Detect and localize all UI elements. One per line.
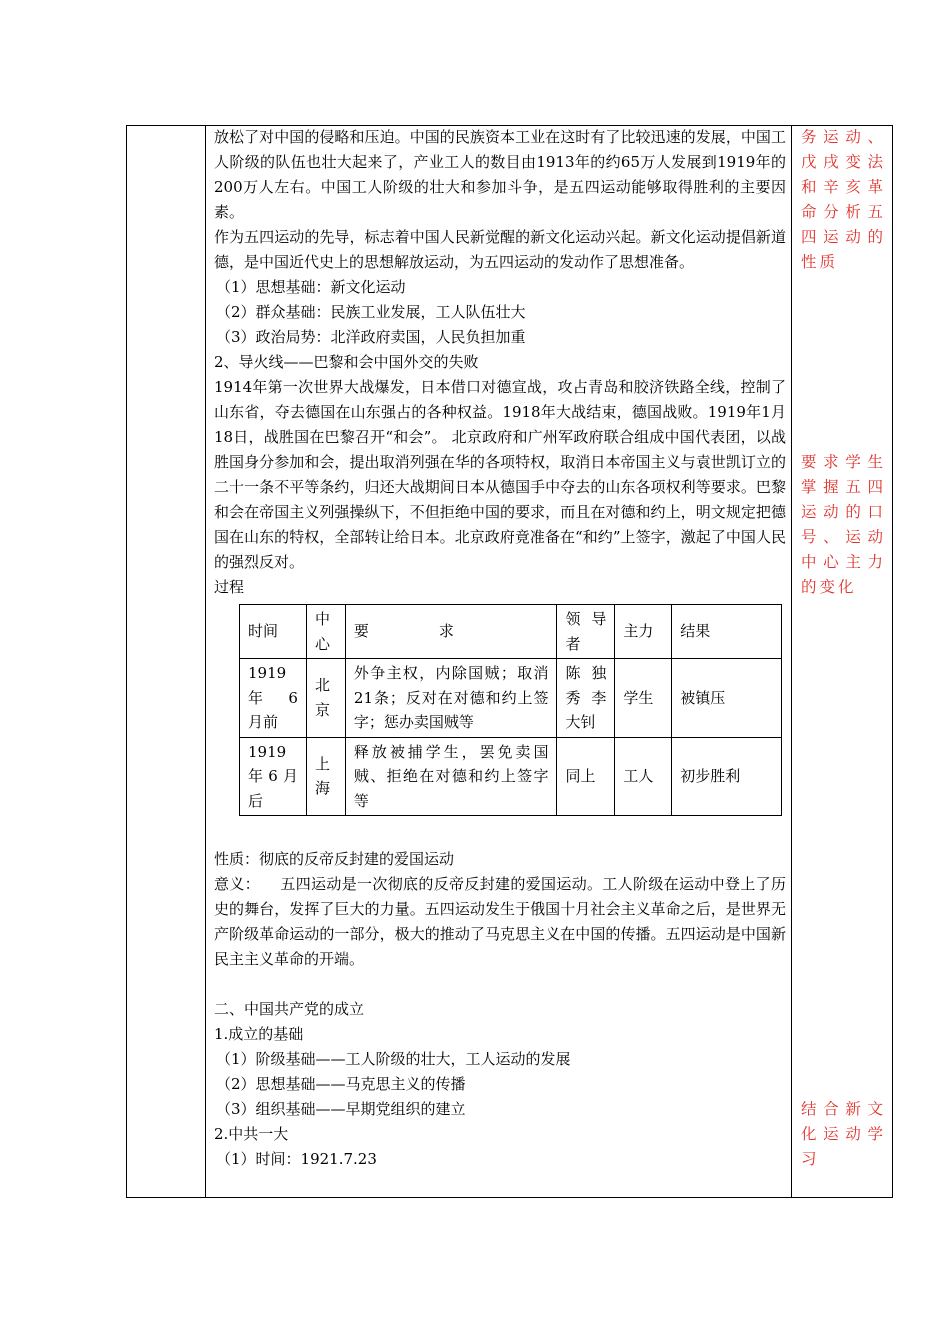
paragraph-nature: 性质：彻底的反帝反封建的爱国运动 — [214, 850, 455, 868]
header-main-force: 主力 — [615, 605, 672, 659]
heading-trigger: 2、导火线——巴黎和会中国外交的失败 — [214, 353, 479, 371]
basis-organization: （3）组织基础——早期党组织的建立 — [216, 1100, 466, 1118]
heading-founding-basis: 1.成立的基础 — [214, 1025, 304, 1043]
spacer — [214, 822, 786, 847]
cell-demands: 外争主权，内除国贼；取消21条；反对在对德和约上签字；惩办卖国贼等 — [345, 659, 557, 738]
cell-center: 上海 — [306, 737, 345, 816]
cell-center: 北京 — [306, 659, 345, 738]
table-row — [240, 737, 782, 816]
header-result: 结果 — [672, 605, 782, 659]
congress-time: （1）时间：1921.7.23 — [216, 1150, 377, 1168]
basis-thought: （2）思想基础——马克思主义的传播 — [216, 1075, 466, 1093]
basis-class: （1）阶级基础——工人阶级的壮大，工人运动的发展 — [216, 1050, 571, 1068]
heading-first-congress: 2.中共一大 — [214, 1125, 289, 1143]
cell-main-force: 工人 — [615, 737, 672, 816]
heading-ccp-founding: 二、中国共产党的成立 — [214, 1000, 365, 1018]
cell-time: 1919年 6月前 — [240, 659, 307, 738]
basis-masses: （2）群众基础：民族工业发展，工人队伍壮大 — [216, 303, 526, 321]
cell-leaders: 陈独秀李大钊 — [557, 659, 615, 738]
cell-demands: 释放被捕学生，罢免卖国贼、拒绝在对德和约上签字等 — [345, 737, 557, 816]
column-divider-left — [205, 126, 206, 1197]
basis-politics: （3）政治局势：北洋政府卖国，人民负担加重 — [216, 328, 526, 346]
cell-time: 1919年6月后 — [240, 737, 307, 816]
paragraph-new-culture: 作为五四运动的先导，标志着中国人民新觉醒的新文化运动兴起。新文化运动提倡新道德，是中国近代史上的思想解放运动，为五四运动的发动作了思想准备。 — [214, 228, 786, 271]
side-note-new-culture: 结合新文化运动学习 — [801, 1100, 886, 1168]
header-demands: 要 求 — [345, 605, 557, 659]
header-time: 时间 — [240, 605, 307, 659]
paragraph-labor-growth: 放松了对中国的侵略和压迫。中国的民族资本工业在这时有了比较迅速的发展，中国工人阶级的队伍也壮大起来了，产业工人的数目由1913年的约65万人发展到1919年的200万人左右。中国工人阶级的壮大和参加斗争，是五四运动能够取得胜利的主要因素。 — [214, 128, 786, 221]
spacer — [214, 972, 786, 997]
table-header-row — [240, 605, 782, 659]
main-content — [214, 125, 786, 1172]
heading-process: 过程 — [214, 578, 245, 596]
side-note-nature: 务运动、戊戌变法和辛亥革命分析五四运动的性质 — [801, 128, 886, 271]
cell-result: 被镇压 — [672, 659, 782, 738]
side-note-slogan: 要求学生掌握五四运动的口号、运动中心主力的变化 — [801, 453, 886, 596]
column-divider-right — [791, 126, 792, 1197]
cell-result: 初步胜利 — [672, 737, 782, 816]
cell-main-force: 学生 — [615, 659, 672, 738]
cell-leaders: 同上 — [557, 737, 615, 816]
process-table — [239, 604, 782, 816]
paragraph-significance: 意义： 五四运动是一次彻底的反帝反封建的爱国运动。工人阶级在运动中登上了历史的舞台，发挥了巨大的力量。五四运动发生于俄国十月社会主义革命之后，是世界无产阶级革命运动的一部分，极大的推动了马克思主义在中国的传播。五四运动是中国新民主主义革命的开端。 — [214, 875, 786, 968]
basis-ideology: （1）思想基础：新文化运动 — [216, 278, 406, 296]
paragraph-paris-conference: 1914年第一次世界大战爆发，日本借口对德宣战，攻占青岛和胶济铁路全线，控制了山东省，夺去德国在山东强占的各种权益。1918年大战结束，德国战败。1919年1月18日，战胜国在巴黎召开“和会”。 北京政府和广州军政府联合组成中国代表团，以战胜国身分参加和会，提出取消列强在华的各项特权，取消日本帝国主义与袁世凯订立的二十一条不平等条约，归还大战期间日本从德国手中夺去的山东各项权利等要求。巴黎和会在帝国主义列强操纵下，不但拒绝中国的要求，而且在对德和约上，明文规定把德国在山东的特权，全部转让给日本。北京政府竟准备在“和约”上签字，激起了中国人民的强烈反对。 — [214, 378, 786, 571]
header-leaders: 领导者 — [557, 605, 615, 659]
table-row — [240, 659, 782, 738]
header-center: 中心 — [306, 605, 345, 659]
